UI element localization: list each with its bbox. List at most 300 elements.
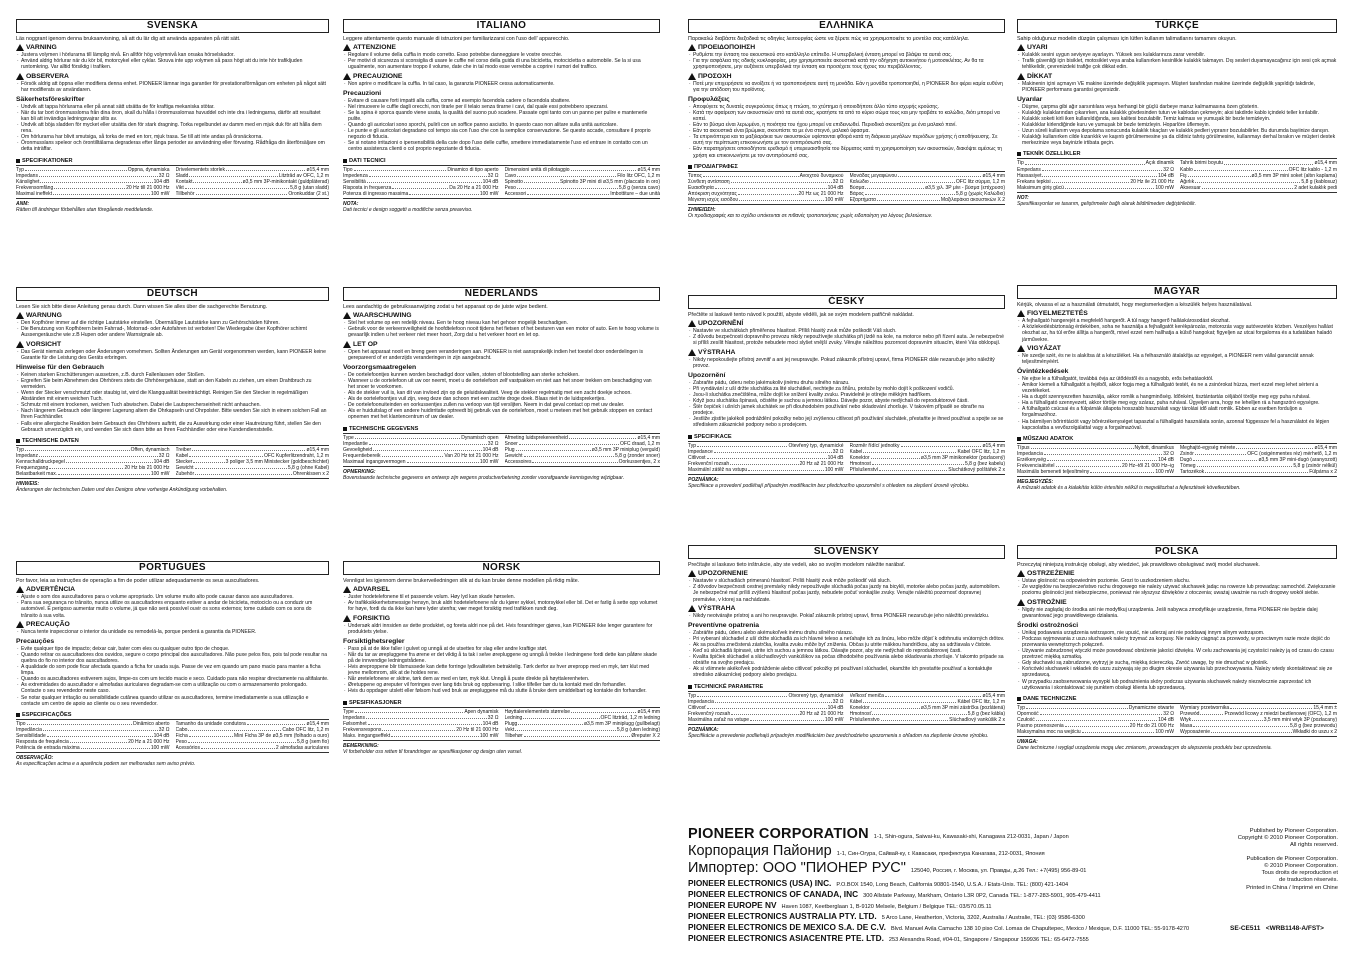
spec-key: Maximális bemeneti teljesítmény (1017, 469, 1090, 476)
spec-key: Sladd (175, 172, 189, 179)
bullet-item: · Als er huiduitslag of een andere huidirritatie optreedt bij gebruik van de oortelefoon, moet u meteen met het gebruik stoppen en contact opnemen met het klantencentrum of uw dealer. (348, 408, 660, 420)
spec-key: Ευαισθησία (688, 184, 714, 191)
bullet-item: · Justera volymen i hörlurarna till lämplig nivå. En alltför hög volymnivå kan orsaka hörselskador. (21, 52, 329, 58)
spec-key: Hassasiyet (1017, 172, 1042, 179)
bullet-item: · Falls eine allergische Reaktion beim Gebrauch des Ohrhörers auftritt, die zu Auswirkung oder einer Hautreizung führt, stellen Sie den Gebrauch unverzüglich ein, und wenden Sie sich dann bitte an Ihren Fachhändler oder eine Kundendienststelle. (21, 421, 329, 433)
section-norsk (343, 561, 660, 841)
spec-value: 100 mW (479, 190, 499, 197)
spec-leader (1193, 723, 1289, 727)
spec-key: Pasmo przenoszenia (1017, 722, 1064, 729)
spec-column-left (1017, 445, 1174, 475)
spec-key: Príslušenstvo (849, 716, 880, 723)
warning-heading (688, 570, 1005, 577)
bullet-item: · Se notar qualquer irritação ou sensibilidade cutânea quando utilizar os auscultadores, termine imediatamente a sua utilização e contacte um centro de apoio ao cliente ou o seu revendedor. (21, 695, 329, 707)
spec-leader (369, 441, 487, 445)
spec-value: 104 dB (827, 184, 844, 191)
spec-leader (1026, 705, 1128, 709)
spec-leader (517, 185, 618, 189)
spec-leader (39, 453, 158, 457)
bullet-item: · Z důvodu bezpečnosti dopravního provozu nikdy nepoužívejte sluchátka při jízdě na kole, na motorce nebo při řízení auta. Je nebezpečné si příliš zesílit hlasitost, protože nebudete moci slyšet vnější zvuky. Věnujte náležitou pozornost dopravním situacím, které Vás obklopují. (693, 334, 1005, 346)
spec-leader (196, 191, 288, 195)
warning-title: FIGYELMEZTETÉS (1027, 310, 1088, 318)
warning-triangle-icon (343, 312, 351, 319)
spec-value: ø15,4 mm (306, 166, 329, 173)
spec-row (688, 467, 844, 473)
spec-key: Tartozékok (1180, 469, 1205, 476)
doc-code: <WRB1148-A/FST> (1265, 925, 1324, 932)
bullet-item: · Kulaklıklar kirlendiğinde kuru ve yumuşak bir bezle temizleyin. Hoparlöre üflemeyin. (1022, 122, 1337, 128)
publisher-line: Tous droits de reproduction et (1261, 870, 1338, 876)
bullet-list (1017, 630, 1337, 691)
spec-leader (355, 709, 463, 713)
warning-title: VÝSTRAHA (698, 604, 736, 612)
spec-leader (1025, 160, 1145, 164)
bullet-list (343, 646, 660, 695)
spec-leader (750, 717, 824, 721)
spec-row (1180, 729, 1337, 735)
publisher-fr (1246, 856, 1338, 884)
spec-leader (366, 715, 487, 719)
spec-value: 2 almofadas auriculares (275, 745, 329, 752)
spec-leader (407, 459, 479, 463)
spec-value: Sluchátkový polštářek 2 x (948, 466, 1005, 473)
spec-column-right (850, 693, 1006, 723)
spec-value: 5,8 g (kablosuz) (1301, 178, 1337, 185)
spec-value: 32 Ω (487, 172, 499, 179)
warning-heading (343, 73, 660, 80)
section-deutsch (16, 287, 329, 557)
spec-heading: ESPECIFICAÇÕES (16, 712, 329, 718)
spec-key: Accessori (504, 190, 527, 197)
spec-value: ø15,4 mm (982, 172, 1005, 179)
bullet-item: · Kvalita špičiek slúchadiel a slúchadlových vankúšikov sa počas dlhodobého používania alebo skladovania zhoršuje. V takomto prípade sa obráťte na svojho predajcu. (693, 654, 1005, 666)
spec-column-right (505, 709, 661, 739)
spec-leader (1195, 179, 1300, 183)
section-cesky (688, 295, 1005, 540)
warning-title: UPOZORNENIE (698, 570, 748, 578)
section-title: ITALIANO (343, 19, 660, 33)
bullet-item: · Podczas wyjmowania z uszu słuchawek należy trzymać za korpusy. Nie należy ciągnąć za przewody, w przeciwnym razie może dojść do przerwania wewnętrznych połączeń. (1022, 636, 1337, 648)
spec-value: ø3,5 mm 3P minikonektor (pozlacený) (920, 454, 1005, 461)
spec-key: Potência de entrada máxima (16, 745, 80, 752)
office-address: 253 Alexandra Road, #04-01, Singapore / Singapour 159936 TEL: 65-6472-7555 (888, 937, 1089, 943)
note-text: Dane techniczne i wygląd urządzenia mogą ulec zmianom, prowadzącym do ulepszenia produktu bez uprzedzenia. (1017, 745, 1272, 752)
bullet-item: · Ze względów na bezpieczeństwo ruchu drogowego nie należy używać słuchawek jadąc na rowerze lub prowadząc samochód. Zwiększanie poziomu głośności jest niebezpieczne, ponieważ nie słyszysz dźwięków z otoczenia; uważaj uważnie na ruch drogowy wokół siebie. (1022, 584, 1337, 596)
spec-key: Peso (504, 184, 516, 191)
note-label: NOTA: (343, 200, 359, 207)
bullet-item: · Per motivi di sicurezza si sconsiglia di usare le cuffie nel corso della guida di una bicicletta, motocicletta o automobile. Se la si usa ugualmente, non aumentare troppo il volume, date che in tal modo esse verrebbe a coprire i rumori del traffico. (348, 58, 660, 70)
spec-table (343, 707, 660, 741)
spec-leader (707, 455, 827, 459)
bullet-list (1017, 578, 1337, 596)
section-title: TÜRKÇE (1017, 19, 1337, 33)
spec-value: ø3,5 mm 3P mini zástrčka (pozlátená) (920, 704, 1005, 711)
bullet-list (343, 320, 660, 338)
spec-leader (517, 173, 616, 177)
precautions-heading: Upozornění (688, 371, 726, 379)
spec-key: Impedanz (16, 452, 38, 459)
precautions-heading: Προφυλάξεις (688, 95, 730, 103)
office-address: 5 Arco Lane, Heatherton, Victoria, 3202, Australia / Australie, TEL: (03) 9586-6300 (881, 915, 1085, 921)
warning-triangle-icon (343, 44, 351, 51)
spec-leader (898, 173, 982, 177)
spec-leader (39, 173, 158, 177)
bullet-item: · Av trafikksikkerhetsmessige hensyn, bruk aldri hodetelefonene når du kjører sykkel, motorsykkel eller bil. Det er farlig å sette opp volumet for høye, fordi du da ikke kan høre lyder utenfra; vær meget forsiktig med trafikken rundt deg. (348, 600, 660, 612)
note-label: UWAGA: (1017, 739, 1038, 746)
spec-value: 32 Ω (832, 178, 844, 185)
spec-value: 5,8 g (utan sladd) (290, 184, 329, 191)
section-title: POLSKA (1017, 545, 1337, 559)
spec-key: Veľkosť meniča (849, 692, 884, 699)
spec-leader (1090, 469, 1154, 473)
bullet-item: · Εάν το βύσμα είναι λερωμένο, η ποιότητα του ήχου μπορεί να επιδεινωθεί. Περιοδικά σκουπίζετε με ένα μαλακό πανί. (693, 122, 1005, 128)
spec-leader (885, 693, 982, 697)
spec-value: ø3,5 mm 3P-minikontakt (guldpläterad) (242, 178, 329, 185)
spec-value: 100 mW (1155, 729, 1174, 736)
bullet-item: · Undvik att tappa hörlurarna eller på annat sätt utsätta de för kraftiga mekaniska stötar. (21, 104, 329, 110)
warning-triangle-icon (16, 586, 24, 593)
spec-leader (355, 435, 460, 439)
spec-key: Resposta de frequência (16, 738, 69, 745)
intro-text: Přečtěte si laskavě tento návod k použití, abyste věděli, jak se svým modelem patřičně nakládat. (688, 312, 914, 318)
printed-in: Printed in China / Imprimé en Chine (1246, 885, 1338, 891)
bullet-list (688, 357, 1005, 369)
spec-value: Åpen dynamisk (464, 708, 499, 715)
spec-value: ø15,4 mm (637, 166, 660, 173)
spec-leader (748, 467, 824, 471)
spec-leader (707, 705, 827, 709)
bullet-list (343, 594, 660, 612)
bullet-item: · Wenn der Stecker verschmutzt oder staubig ist, wird die Klangqualität beeinträchtigt. Reinigen Sie den Stecker in regelmäßigen Abständen mit einem weichen Tuch. (21, 390, 329, 402)
spec-value: 100 mW (1155, 184, 1174, 191)
bullet-item: · De oortelefoonuiteinden en oorkussentjes zullen na verloop van tijd verslijten. Neem in dat geval contact op met uw dealer. (348, 402, 660, 408)
precautions-heading: Säkerhetsföreskrifter (16, 95, 85, 103)
spec-leader (738, 191, 798, 195)
bullet-item: · Ha a dugót szennyezetten használja, akkor romlik a hangminőség. Időnként, tisztántartás céljából törölje meg egy puha ruhával. (1022, 394, 1337, 400)
spec-leader (863, 699, 956, 703)
spec-leader (901, 443, 982, 447)
office-address: 300 Allstate Parkway, Markham, Ontario L3R 0P2, Canada TEL: 1-877-283-5901, 905-479-4411 (863, 893, 1101, 899)
section-title: SVENSKA (16, 19, 329, 33)
spec-value: 104 dB (482, 178, 499, 185)
section-slovensky (688, 545, 1005, 821)
spec-key: Empedans (1017, 166, 1041, 173)
spec-value: 2 adet kulaklık pedi (1294, 184, 1337, 191)
spec-column-left (1017, 705, 1174, 735)
bullet-list (1017, 81, 1337, 93)
spec-leader (523, 715, 599, 719)
spec-key: Impedance (688, 448, 713, 455)
spec-value: 20 Hz–től 21 000 Hz–ig (1122, 462, 1174, 469)
bullet-item: · Försök aldrig att öppna eller modifiera denna enhet. PIONEER lämnar inga garantier för prestationsförmågan om enheten på något sätt har modifierats av användaren. (21, 81, 329, 93)
section-svenska (16, 19, 329, 276)
spec-value: 5,8 g (senza cavo) (618, 184, 660, 191)
spec-leader (571, 167, 637, 171)
spec-leader (201, 745, 275, 749)
spec-row (688, 197, 844, 203)
spec-leader (247, 721, 306, 725)
spec-key: Plugg (504, 720, 518, 727)
spec-leader (1036, 717, 1157, 721)
spec-column-left (688, 443, 844, 473)
spec-leader (715, 185, 827, 189)
bullet-item: · Quando gli auricolari sono sporchi, pulirli con un soffice panno asciutto. In questo caso non alitare sulla unità auricolare. (348, 122, 660, 128)
bullet-item: · Hvis øreproppene blir tilsmussede kan dette forringe lydkvaliteten betraktelig. Tørk derfor av hver ørepropp med en myk, tørr klut med jevne mellomrom, slik at de holdes rene. (348, 664, 660, 676)
bullet-item: · Nastavte ve sluchátkách přiměřenou hlasitost. Příliš hlasitý zvuk může poškodit Váš sluch. (693, 328, 1005, 334)
bullet-item: · Když jsou sluchátka špinavá, očistěte je suchou a jemnou látkou. Dávejte pozor, abyste nedýchali do reproduktorové části. (693, 398, 1005, 404)
bullet-item: · Använd aldrig hörlurar när du kör bil, motorcykel eller cyklar. Skruva inte upp volymen så pass högt att du inte hör trafikljuden runtomkring. Var alltid försiktig i trafiken. (21, 58, 329, 70)
spec-heading: ΠΡΟΔΙΑΓΡΑΦΕΣ (688, 164, 1005, 170)
spec-column-right (176, 167, 330, 197)
bullet-list (1017, 104, 1337, 147)
section-title: SLOVENSKY (688, 545, 1005, 559)
section-portugues (16, 561, 329, 841)
intro-text: Sahip olduğunuz modelin düzgün çalışması için lütfen kullanım talimatlarını tamamını okuyun. (1017, 36, 1237, 42)
note (1017, 739, 1337, 751)
spec-key: Potenza di ingresso massima (343, 190, 409, 197)
precautions-heading: Preventívne opatrenia (688, 621, 760, 629)
office-name: PIONEER ELECTRONICS AUSTRALIA PTY. LTD. (688, 911, 877, 921)
spec-leader (527, 191, 609, 195)
bullet-item: · Se la spina è sporca quando viene usata, la qualità del suono può scadere. Passate ogni tanto con un panno per pulire e mantenerle pulite. (348, 110, 660, 122)
spec-column-left (16, 167, 170, 197)
spec-row (16, 745, 170, 751)
bullet-item: · Non aprire o modificare la cuffia. In tal caso, la garanzia PIONEER cessa automaticamente. (348, 81, 660, 87)
spec-leader (1195, 451, 1246, 455)
bullet-item: · Ajuste o som dos auscultadores para o volume apropriado. Um volume muito alto pode causar danos aos auscultadores. (21, 594, 329, 600)
importer-name: Импортер: ООО "ПИОНЕР РУС" (688, 860, 906, 876)
precautions-heading: Uyarılar (1017, 95, 1043, 103)
spec-key: Gewicht (504, 452, 523, 459)
spec-key: Meghajtó-egység mérete (1180, 444, 1236, 451)
bullet-list (16, 629, 329, 635)
spec-row (343, 459, 499, 465)
bullet-item: · Při vyndávání z uší držte sluchátka za lité sluchátkel, nechtejte za šňůru, protože by mohlo dojít k poškození vodičů. (693, 386, 1005, 392)
warning-title: OBSERVERA (26, 72, 69, 80)
bullet-item: · Se si notano irritazioni o ipersensibilità della cute dopo l'uso delle cuffie, smettere immediatamente l'uso ed entrare in contatto con un centro assistenza clienti o col proprio negoziante di fiducia. (348, 140, 660, 152)
note-label: POZNÁMKA: (688, 476, 719, 483)
spec-key: Drivelementets storlek (175, 166, 225, 173)
bullet-item: · Nach längerem Gebrauch oder längerer Lagerung altern die Ohrkapseln und Ohrpolster. Bitte wenden Sie sich in einem solchen Fall an Ihren Fachhändler. (21, 408, 329, 420)
bullet-list (1017, 353, 1337, 365)
spec-key: Maximal ineffekt (16, 190, 53, 197)
spec-key: Høyttalerelementets størrelse (504, 708, 571, 715)
bullet-list (688, 380, 1005, 429)
spec-key: Gevoeligheid (343, 446, 373, 453)
spec-key: Konektor (849, 454, 870, 461)
note (688, 727, 1005, 739)
bullet-item: · Øretuppene og øreputer vil forringes over lang tids bruk og oppbevaring. I slike tilfeller bør du ta kontakt med din forhandler. (348, 682, 660, 688)
spec-leader (516, 447, 591, 451)
spec-key: Aksesuar (1180, 184, 1201, 191)
spec-key: Typ (1017, 704, 1026, 711)
spec-row (1180, 469, 1337, 475)
note (343, 743, 660, 755)
spec-key: Peso (175, 738, 187, 745)
spec-row (1017, 729, 1174, 735)
spec-leader (524, 179, 559, 183)
bullet-item: · A közlekedésbiztonság érdekében, soha ne használja a fejhallgatót kerékpározás, motorozás vagy autóvezetés közben. Veszélyes hallást okozhat az, ha túl erőre állítja a hangerőt, mivel ezzel nem hallhatja a külső hangokat; figyeljen az utcai forgalomra és a tudatában haladó járművekre. (1022, 324, 1337, 342)
bullet-item: · När du tar bort öronmusslorna från dina öron, skall du hålla i öronmusslornas huvuddel och inte dra i ledningarna, därför att resultatet kan bli att invändiga ledningsvajrar slits av. (21, 110, 329, 122)
intro-text: Przeczytaj niniejszą instrukcję obsługi, aby wiedzieć, jak prawidłowo obsługiwać swój model słuchawek. (1017, 562, 1260, 568)
warning-title: VARNING (26, 44, 57, 52)
spec-column-left (343, 435, 499, 465)
spec-key: Dimensioni unità di pilotaggio (504, 166, 570, 173)
spec-key: Maksimum giriş gücü (1017, 184, 1064, 191)
precautions-heading: Hinweise für den Gebrauch (16, 363, 105, 371)
spec-leader (524, 453, 614, 457)
spec-row (505, 459, 661, 465)
spec-table (1017, 443, 1337, 477)
bullet-list (688, 52, 1005, 70)
spec-key: Typ (16, 166, 25, 173)
spec-key: Typ (16, 446, 25, 453)
bullet-item: · Nikdy neotvárajte prístroj a ani ho neupravujte. Pokiaľ zákazník prístroj upraví, firma PIONEER nezaručuje jeho náležitú prevádzku. (693, 613, 1005, 619)
spec-value: ø3,5 mm 3P miniplug (verguld) (591, 446, 660, 453)
warning-triangle-icon (688, 44, 696, 51)
bullet-list (343, 372, 660, 421)
bullet-item: · Kulaklığı kulaklarından çıkarırken, ana kulaklık gövdesinden tutun ve kablodan çekmeyin; aksi takdirde kablo içindeki teller kırılabilir. (1022, 110, 1337, 116)
spec-key: Impedenza (343, 172, 368, 179)
spec-key: Risposta in frequenza (343, 184, 392, 191)
section-title: MAGYAR (1017, 285, 1337, 299)
spec-leader (877, 197, 940, 201)
spec-leader (367, 179, 482, 183)
bullet-item: · Τα επιρινόπτερα και τα μαξιλαράκια των ακουστικών υφίστανται φθορά κατά τη διάρκεια μεγάλων περιόδων χρήσης ή αποθήκευσης. Σε αυτή την περίπτωση επικοινωνήστε με τον αντιπρόσωπό σας. (693, 134, 1005, 146)
spec-leader (49, 465, 123, 469)
warning-title: VORSICHT (26, 340, 62, 348)
bullet-list (343, 81, 660, 87)
publisher-line: Publication de Pioneer Corporation. (1246, 856, 1338, 862)
spec-key: Tillbehör (175, 190, 195, 197)
note-label: POZNÁMKA: (688, 726, 719, 733)
spec-key: Hmotnosť (849, 710, 872, 717)
spec-value: Wkładki do uszu x 2 (1292, 729, 1337, 736)
office-name: PIONEER ELECTRONICS OF CANADA, INC (688, 889, 859, 899)
spec-value: ø3,5 mm 3P miniplugg (gullbelagt) (583, 720, 660, 727)
bullet-item: · Jsou-li sluchátka znečištěna, může dojít ke snížení kvality zvuku. Pravidelně je otírejte měkkým hadříkem. (693, 392, 1005, 398)
bullet-item: · Ergreifen Sie beim Abnehmen des Ohrhörers stets die Ohrhörergehäuse, statt an den Kabeln zu ziehen, um einen Drahtbruch zu vermeiden. (21, 378, 329, 390)
office-row (688, 878, 1338, 888)
intro-text: Lesen Sie sich bitte diese Anleitung genau durch. Dann wissen Sie alles über die sachgerechte Benutzung. (16, 304, 268, 310)
spec-value: 20 Hz ως 21 000 Hz (798, 190, 844, 197)
spec-value: Fülpárna x 2 (1309, 469, 1337, 476)
note-label: OPMERKING: (343, 468, 376, 475)
spec-row (850, 197, 1006, 203)
spec-key: Type (343, 434, 354, 441)
warning-triangle-icon (16, 341, 24, 348)
bullet-list (688, 630, 1005, 679)
spec-leader (871, 455, 920, 459)
spec-row (850, 717, 1006, 723)
spec-key: Ficha (175, 732, 188, 739)
spec-key: Tip (1017, 160, 1024, 167)
note (1017, 479, 1337, 491)
spec-key: Příslušenství (849, 466, 879, 473)
spec-leader (391, 733, 479, 737)
spec-key: Frequenzgang (16, 464, 49, 471)
bullet-item: · Als de stekker vuil is, kan dit van invloed zijn op de geluidskwaliteit. Veeg de stekker regelmatig met een zacht doekje schoon. (348, 390, 660, 396)
intro-text: Lees aandachtig de gebruiksaanwijzing zodat u het apparaat op de juiste wijze bedient. (343, 304, 548, 310)
spec-value: Litztråd av OFC, 1,2 m (278, 172, 329, 179)
spec-leader (1031, 445, 1134, 449)
spec-column-right (1180, 160, 1337, 190)
spec-table (688, 171, 1005, 205)
section-italiano (343, 19, 660, 276)
spec-column-right (176, 721, 330, 751)
spec-leader (188, 727, 281, 731)
spec-value: ø15,4 mm (982, 442, 1005, 449)
spec-leader (714, 449, 832, 453)
spec-leader (571, 709, 636, 713)
bullet-item: · Końcówki słuchawek i wkładek do uszu zużywają się po długim okresie używania lub przechowywania. Należy wtedy skontaktować się ze sprzedawcą. (1022, 666, 1337, 678)
warning-heading (343, 341, 660, 348)
bullet-list (16, 594, 329, 618)
section-nederlands (343, 287, 660, 557)
spec-value: Açık dinamik (1145, 160, 1174, 167)
spec-leader (185, 185, 289, 189)
note (1017, 195, 1337, 207)
spec-leader (226, 167, 306, 171)
spec-key: Καλώδιο (849, 178, 869, 185)
bullet-item: · Keinen starken Erschütterungen aussetzen, z.B. durch Fallenlassen oder Stoßen. (21, 372, 329, 378)
spec-leader (879, 467, 947, 471)
spec-key: Maks. inngangseffekt (343, 732, 391, 739)
spec-value: 100 mW (824, 196, 844, 203)
spec-leader (369, 173, 487, 177)
bullet-item: · As extremidades do auscultador e almofadas auriculares degradam-se com a utilização ou com o armazenamento prolongado. Contacte o seu revendedor neste caso. (21, 682, 329, 694)
bullet-item: · Quando os auscultadores estiverem sujos, limpe-os com um tecido macio e seco. Cuidado para não respirar directamente na altifalante. (21, 676, 329, 682)
bullet-item: · Die Benutzung von Kopfhörern beim Fahrrad-, Motorrad- oder Autofahren ist verboten! Die Wiedergabe über Kopfhörer schirmt Aussengeräusche wie z.B Hupen oder andere Warnsignale ab. (21, 326, 329, 338)
note-text: Bovenstaande technische gegevens en ontwerp zijn wegens productverbetering zonder voorafgaande kennisgeving wijzigbaar. (343, 474, 625, 481)
bullet-list (16, 81, 329, 93)
spec-leader (70, 739, 127, 743)
office-address: Haven 1087, Keetberglaan 1, B-9120 Melsele, Belgium / Belgique TEL: 03/570.05.11 (781, 904, 992, 910)
spec-row (505, 191, 661, 197)
spec-value: 100 mW (150, 745, 170, 752)
bullet-item: · Das Gerät niemals zerlegen oder Änderungen vornehmen. Sollten Änderungen am Gerät vorgenommen werden, kann PIONEER keine Garantie für die Leistung des Geräts erbringen. (21, 349, 329, 361)
spec-key: Kabel (175, 452, 189, 459)
publisher-line: Published by Pioneer Corporation. (1249, 828, 1338, 834)
spec-key: Impedancia (1017, 450, 1043, 457)
spec-leader (731, 179, 832, 183)
precautions-heading: Precauzioni (343, 89, 382, 97)
spec-key: Ağırlık (1180, 178, 1195, 185)
intro-text: Kérjük, olvassa el az a használati útmutatót, hogy megismerkedjen a készülék helyes használatával. (1017, 302, 1253, 308)
spec-leader (715, 699, 832, 703)
warning-triangle-icon (1017, 599, 1025, 606)
warning-title: PRECAUÇÃO (26, 620, 70, 628)
bullet-item: · Evitare di causare forti impatti alla cuffia, come ad esempio facendola cadere o facendola sbattere. (348, 98, 660, 104)
bullet-item: · Hvis du oppdager utslett eller følsom hud ved bruk av ørepluggene må du slutte å bruke dem umiddelbart og kontakte din forhandler. (348, 688, 660, 694)
spec-leader (1192, 717, 1263, 721)
spec-value: OFC Kupferlitzendraht, 1,2 m (263, 452, 329, 459)
spec-heading: SPECIFIKACE (688, 434, 1005, 440)
spec-leader (519, 441, 619, 445)
spec-value: 104 dB (1158, 456, 1174, 463)
bullet-list (343, 98, 660, 153)
warning-heading (16, 341, 329, 348)
spec-value: Öppna, dynamiska (127, 166, 170, 173)
spec-value: 20 Hz bis 21 000 Hz (124, 464, 170, 471)
note-text: As especificações acima e a aparência podem ser melhoradas sem aviso prévio. (16, 761, 196, 768)
warning-heading (16, 621, 329, 628)
section-title: ČESKY (688, 295, 1005, 309)
spec-value: ø15,4 mm (637, 708, 660, 715)
bullet-item: · Keď sú slúchadlá špinavé, utrite ich suchou a jemnou látkou. Dávajte pozor, aby ste nedýchali do reproduktorovej časti. (693, 648, 1005, 654)
spec-value: 100 mW (479, 732, 499, 739)
spec-value: 104 dB (482, 720, 499, 727)
